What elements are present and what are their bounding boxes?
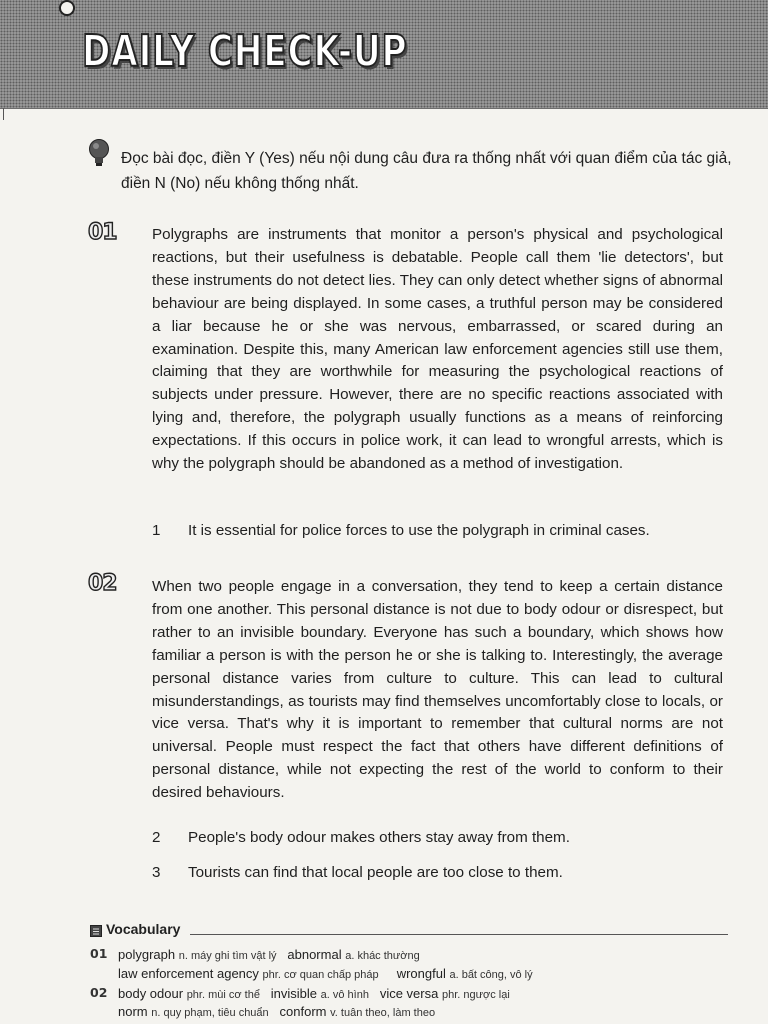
- question-text: People's body odour makes others stay away from them.: [188, 829, 570, 846]
- binder-ring-icon: [59, 0, 75, 16]
- vocab-definition: a. bất công, vô lý: [449, 969, 533, 981]
- vocab-word: conform: [279, 1004, 327, 1019]
- instruction-text: Đọc bài đọc, điền Y (Yes) nếu nội dung câu đưa ra thống nhất với quan điểm của tác giả, điền N (No) nếu không thống nhất.: [121, 150, 732, 192]
- vocab-word: body odour: [118, 986, 184, 1001]
- vocab-row: [118, 985, 510, 1004]
- vocab-definition: phr. cơ quan chấp pháp: [262, 969, 379, 981]
- vocab-definition: a. vô hình: [320, 989, 369, 1001]
- question-1: [152, 520, 650, 542]
- vocab-word: polygraph: [118, 947, 176, 962]
- passage-01: Polygraphs are instruments that monitor a person's physical and psychological reactions, but their usefulness is debatable. People call them 'lie detectors', but these instruments do not detect lies. They can only detect whether signs of abnormal behaviour are being displayed. In some cases, a truthful person may be considered a liar because he or she was nervous, embarrassed, or scared during an examination. Despite this, many American law enforcement agencies still use them, claiming that they are worthwhile for measuring the psychological reactions of subjects under pressure. However, there are no specific reactions associated with lying and, therefore, the polygraph usually functions as a means of reinforcing expectations. If this occurs in police work, it can lead to wrongful arrests, which is why the polygraph should be abandoned as a method of investigation.: [152, 226, 723, 473]
- vocab-word: law enforcement agency: [118, 966, 259, 981]
- section-number-02: 02: [88, 571, 117, 596]
- question-number: 1: [152, 522, 161, 539]
- vocab-word: invisible: [270, 986, 318, 1001]
- vocab-row: [118, 965, 533, 984]
- margin-rule: [3, 108, 4, 120]
- vocab-definition: phr. mùi cơ thể: [186, 989, 260, 1001]
- vocab-word: vice versa: [379, 986, 439, 1001]
- vocab-definition: phr. ngược lại: [441, 989, 510, 1001]
- vocab-word: norm: [118, 1004, 148, 1019]
- vocab-row: [118, 946, 420, 965]
- vocab-definition: n. quy phạm, tiêu chuẩn: [151, 1007, 269, 1019]
- question-3: [152, 862, 563, 884]
- vocab-definition: v. tuân theo, làm theo: [330, 1007, 436, 1019]
- vocab-definition: a. khác thường: [345, 950, 420, 962]
- vocab-word: abnormal: [287, 947, 342, 962]
- vocabulary-title: Vocabulary: [106, 921, 181, 937]
- page-header: [0, 0, 768, 109]
- notebook-icon: [90, 925, 102, 937]
- vocab-definition: n. máy ghi tìm vật lý: [178, 950, 277, 962]
- vocabulary-rule: [190, 934, 728, 935]
- question-number: 3: [152, 864, 161, 881]
- question-text: It is essential for police forces to use the polygraph in criminal cases.: [188, 522, 650, 539]
- vocab-row: [118, 1003, 435, 1022]
- lightbulb-icon: [88, 138, 110, 168]
- vocab-section-01: 01: [90, 946, 108, 961]
- question-2: [152, 827, 570, 849]
- vocab-section-02: 02: [90, 985, 108, 1000]
- passage-02: When two people engage in a conversation, they tend to keep a certain distance from one another. This personal distance is not due to body odour or disrespect, but rather to an invisible boundary. Everyone has such a boundary, which shows how familiar a person is with the person he or she is talking to. Interestingly, the average personal distance varies from culture to culture. This can lead to cultural misunderstandings, as tourists may find themselves uncomfortably close to locals, or vice versa. That's why it is important to remember that cultural norms are not universal. People must respect the fact that others have different definitions of personal distance, while not expecting the rest of the world to conform to their desired behaviours.: [152, 578, 723, 802]
- section-number-01: 01: [88, 220, 117, 245]
- vocab-word: wrongful: [396, 966, 446, 981]
- page-title: DAILY CHECK-UP: [82, 26, 408, 77]
- question-text: Tourists can find that local people are too close to them.: [188, 864, 563, 881]
- question-number: 2: [152, 829, 161, 846]
